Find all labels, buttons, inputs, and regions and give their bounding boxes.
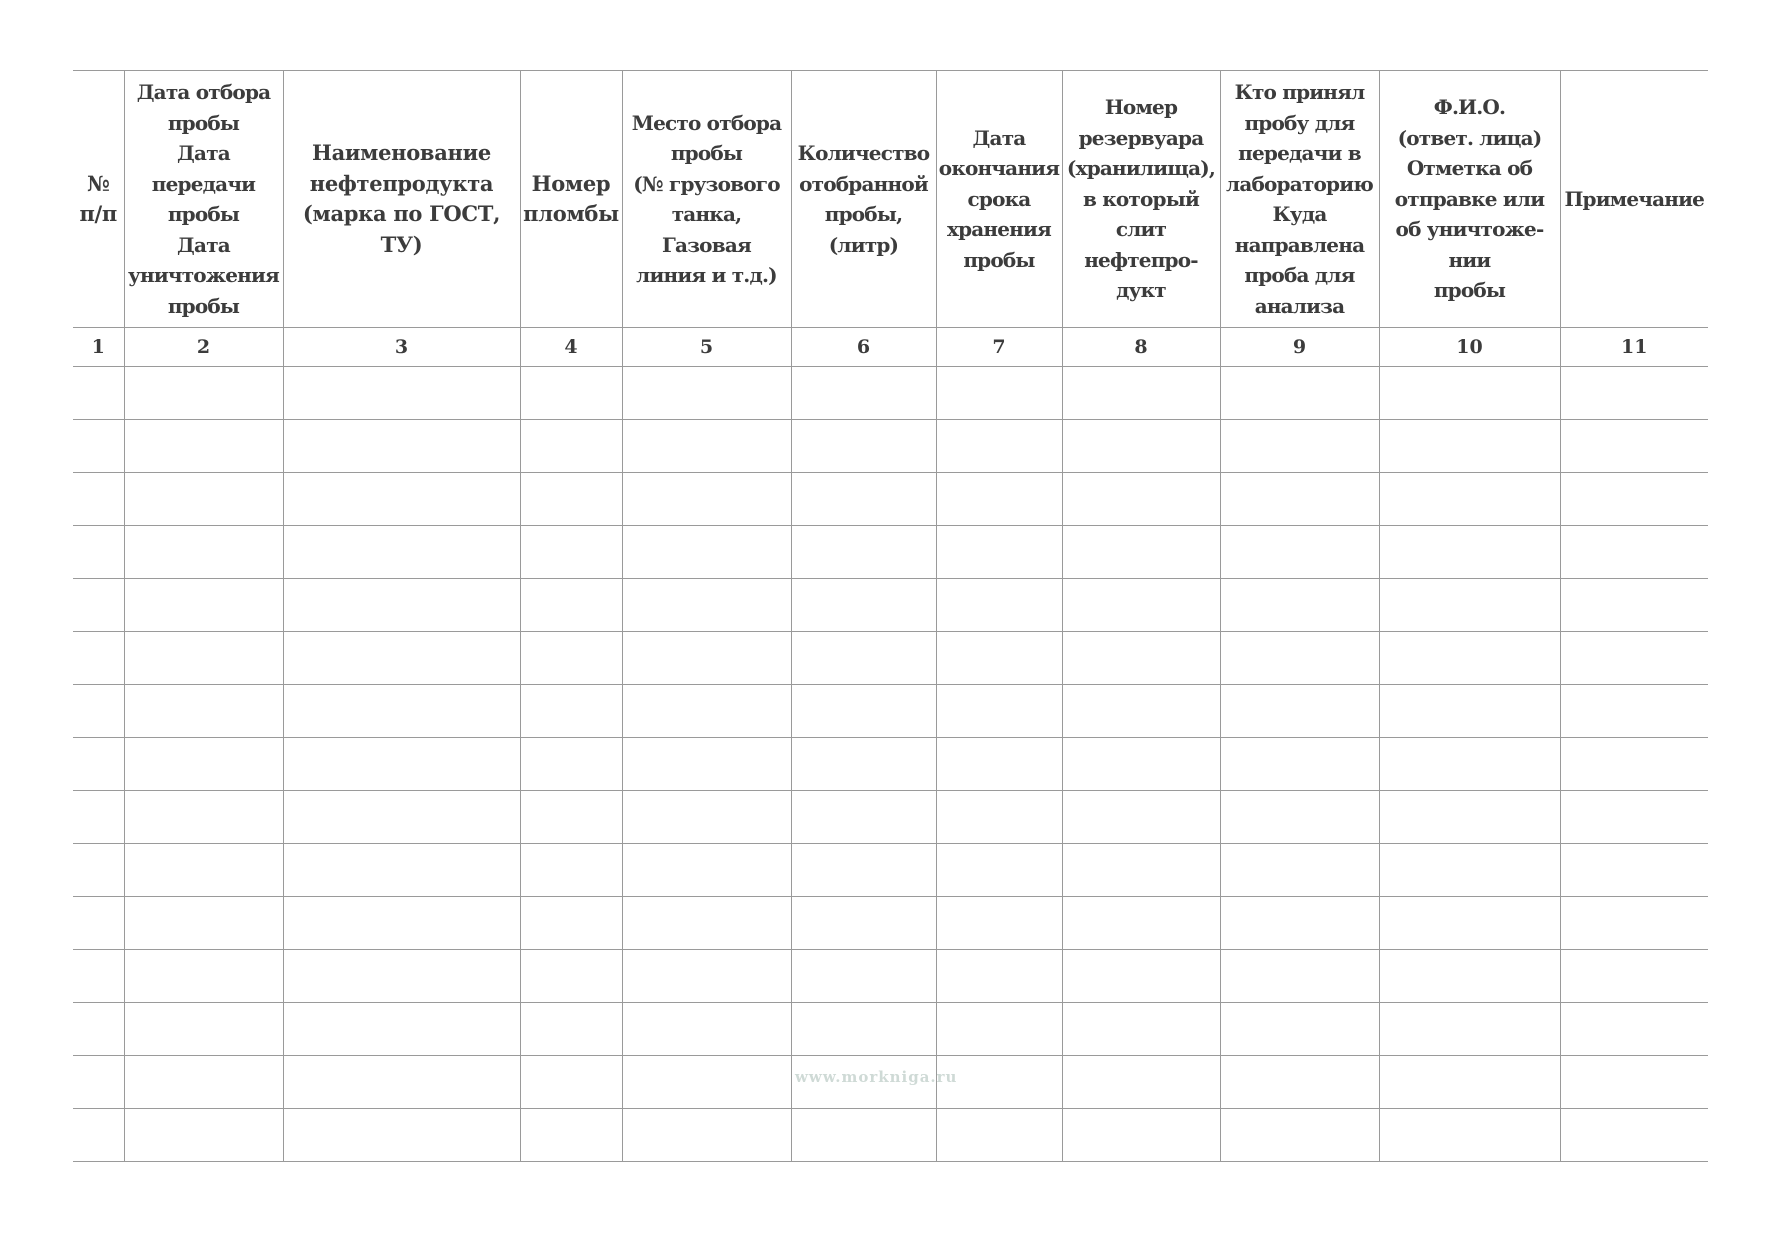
table-cell[interactable]: [791, 632, 936, 685]
table-cell[interactable]: [1379, 791, 1560, 844]
table-cell[interactable]: [622, 1109, 791, 1162]
sample-log-table: [73, 70, 1708, 1162]
header-row: [73, 71, 1708, 328]
table-cell[interactable]: [1062, 791, 1220, 844]
column-number: 8: [1062, 328, 1220, 367]
table-cell[interactable]: [1560, 791, 1708, 844]
table-cell[interactable]: [1062, 950, 1220, 1003]
table-cell[interactable]: [73, 1109, 124, 1162]
header-seal-number: Номер пломбы: [520, 71, 622, 328]
table-row: [73, 1109, 1708, 1162]
table-cell[interactable]: [124, 1109, 283, 1162]
table-cell[interactable]: [1379, 367, 1560, 420]
table-cell[interactable]: [936, 950, 1062, 1003]
table-cell[interactable]: [1220, 791, 1379, 844]
table-cell[interactable]: [73, 473, 124, 526]
table-cell[interactable]: [622, 685, 791, 738]
table-cell[interactable]: [73, 420, 124, 473]
table-cell[interactable]: [124, 1056, 283, 1109]
table-cell[interactable]: [622, 420, 791, 473]
table-cell[interactable]: [1062, 738, 1220, 791]
table-row: [73, 420, 1708, 473]
table-cell[interactable]: [1220, 738, 1379, 791]
table-cell[interactable]: [1379, 685, 1560, 738]
table-cell[interactable]: [791, 844, 936, 897]
table-cell[interactable]: [283, 738, 520, 791]
table-body: [73, 367, 1708, 1162]
table-cell[interactable]: [1062, 1109, 1220, 1162]
table-cell[interactable]: [622, 1003, 791, 1056]
column-number: 3: [283, 328, 520, 367]
table-cell[interactable]: [73, 579, 124, 632]
table-cell[interactable]: [1560, 473, 1708, 526]
table-cell[interactable]: [520, 420, 622, 473]
table-cell[interactable]: [936, 367, 1062, 420]
table-cell[interactable]: [283, 1003, 520, 1056]
column-number: 9: [1220, 328, 1379, 367]
table-cell[interactable]: [124, 685, 283, 738]
table-cell[interactable]: [1379, 844, 1560, 897]
table-cell[interactable]: [124, 420, 283, 473]
table-cell[interactable]: [283, 473, 520, 526]
column-number: 2: [124, 328, 283, 367]
table-cell[interactable]: [1220, 685, 1379, 738]
table-cell[interactable]: [73, 526, 124, 579]
table-cell[interactable]: [1220, 632, 1379, 685]
table-row: [73, 844, 1708, 897]
column-number: 6: [791, 328, 936, 367]
table-cell[interactable]: [791, 738, 936, 791]
table-cell[interactable]: [1560, 685, 1708, 738]
table-cell[interactable]: [1560, 950, 1708, 1003]
header-storage-end-date: Дата окончания срока хранения пробы: [936, 71, 1062, 328]
table-cell[interactable]: [520, 632, 622, 685]
table-cell[interactable]: [520, 1056, 622, 1109]
column-number: 10: [1379, 328, 1560, 367]
table-cell[interactable]: [73, 1003, 124, 1056]
table-cell[interactable]: [283, 844, 520, 897]
table-cell[interactable]: [1560, 1109, 1708, 1162]
table-cell[interactable]: [1379, 950, 1560, 1003]
table-cell[interactable]: [520, 1003, 622, 1056]
table-cell[interactable]: [73, 632, 124, 685]
table-cell[interactable]: [73, 1056, 124, 1109]
header-sampling-place: Место отбора пробы (№ грузового танка, Газовая линия и т.д.): [622, 71, 791, 328]
table-cell[interactable]: [936, 738, 1062, 791]
table-cell[interactable]: [936, 579, 1062, 632]
table-cell[interactable]: [73, 844, 124, 897]
table-cell[interactable]: [124, 526, 283, 579]
table-cell[interactable]: [622, 579, 791, 632]
table-cell[interactable]: [1379, 1109, 1560, 1162]
table-row: [73, 791, 1708, 844]
column-number: 5: [622, 328, 791, 367]
header-product-name: Наименование нефтепродукта (марка по ГОСТ, ТУ): [283, 71, 520, 328]
table-cell[interactable]: [622, 367, 791, 420]
table-cell[interactable]: [936, 473, 1062, 526]
table-row: [73, 632, 1708, 685]
table-cell[interactable]: [520, 844, 622, 897]
table-cell[interactable]: [124, 473, 283, 526]
table-cell[interactable]: [1560, 632, 1708, 685]
table-cell[interactable]: [520, 473, 622, 526]
table-cell[interactable]: [936, 1003, 1062, 1056]
table-cell[interactable]: [791, 950, 936, 1003]
column-number-row: [73, 328, 1708, 367]
table-cell[interactable]: [791, 685, 936, 738]
table-cell[interactable]: [1220, 473, 1379, 526]
table-cell[interactable]: [283, 632, 520, 685]
table-cell[interactable]: [124, 367, 283, 420]
table-cell[interactable]: [1560, 420, 1708, 473]
table-cell[interactable]: [1220, 579, 1379, 632]
table-cell[interactable]: [791, 473, 936, 526]
table-cell[interactable]: [1379, 632, 1560, 685]
table-cell[interactable]: [622, 738, 791, 791]
table-cell[interactable]: [1560, 1003, 1708, 1056]
header-responsible-person: Ф.И.О. (ответ. лица) Отметка об отправке или об уничтоже- нии пробы: [1379, 71, 1560, 328]
table-cell[interactable]: [1560, 897, 1708, 950]
table-cell[interactable]: [936, 420, 1062, 473]
table-cell[interactable]: [520, 897, 622, 950]
table-cell[interactable]: [283, 685, 520, 738]
table-cell[interactable]: [622, 632, 791, 685]
table-cell[interactable]: [1379, 526, 1560, 579]
table-cell[interactable]: [791, 1003, 936, 1056]
table-cell[interactable]: [936, 791, 1062, 844]
table-cell[interactable]: [1220, 897, 1379, 950]
table-cell[interactable]: [1560, 844, 1708, 897]
header-sample-quantity: Количество отобранной пробы, (литр): [791, 71, 936, 328]
table-cell[interactable]: [622, 1056, 791, 1109]
watermark: www.morkniga.ru: [795, 1068, 958, 1086]
table-cell[interactable]: [283, 367, 520, 420]
table-cell[interactable]: [791, 420, 936, 473]
table-cell[interactable]: [1062, 473, 1220, 526]
table-cell[interactable]: [283, 1109, 520, 1162]
table-cell[interactable]: [791, 897, 936, 950]
column-number: 7: [936, 328, 1062, 367]
table-cell[interactable]: [520, 791, 622, 844]
table-cell[interactable]: [283, 1056, 520, 1109]
table-cell[interactable]: [1062, 1003, 1220, 1056]
table-cell[interactable]: [1062, 897, 1220, 950]
table-cell[interactable]: [1062, 632, 1220, 685]
table-cell[interactable]: [1062, 685, 1220, 738]
table-cell[interactable]: [520, 1109, 622, 1162]
table-cell[interactable]: [1560, 367, 1708, 420]
table-cell[interactable]: [1062, 367, 1220, 420]
table-cell[interactable]: [936, 685, 1062, 738]
table-cell[interactable]: [1560, 738, 1708, 791]
table-cell[interactable]: [124, 844, 283, 897]
table-cell[interactable]: [622, 950, 791, 1003]
column-number: 4: [520, 328, 622, 367]
table-cell[interactable]: [791, 579, 936, 632]
table-cell[interactable]: [73, 897, 124, 950]
table-cell[interactable]: [1220, 420, 1379, 473]
header-received-by: Кто принял пробу для передачи в лабораторию Куда направлена проба для анализа: [1220, 71, 1379, 328]
table-cell[interactable]: [1062, 844, 1220, 897]
table-cell[interactable]: [936, 897, 1062, 950]
table-cell[interactable]: [124, 950, 283, 1003]
table-cell[interactable]: [936, 526, 1062, 579]
table-cell[interactable]: [124, 1003, 283, 1056]
header-dates: Дата отбора пробы Дата передачи пробы Дата уничтожения пробы: [124, 71, 283, 328]
table-cell[interactable]: [283, 526, 520, 579]
column-number: 11: [1560, 328, 1708, 367]
table-cell[interactable]: [124, 579, 283, 632]
column-number: 1: [73, 328, 124, 367]
table-cell[interactable]: [1379, 473, 1560, 526]
table-cell[interactable]: [1379, 420, 1560, 473]
table-cell[interactable]: [1220, 950, 1379, 1003]
header-note: Примечание: [1560, 71, 1708, 328]
table-cell[interactable]: [791, 791, 936, 844]
table-cell[interactable]: [936, 1109, 1062, 1162]
table-cell[interactable]: [283, 950, 520, 1003]
table-cell[interactable]: [1560, 1056, 1708, 1109]
table-cell[interactable]: [520, 526, 622, 579]
table-cell[interactable]: [283, 897, 520, 950]
table-row: [73, 738, 1708, 791]
table-cell[interactable]: [73, 738, 124, 791]
table-row: [73, 1003, 1708, 1056]
table-cell[interactable]: [124, 738, 283, 791]
table-cell[interactable]: [1560, 526, 1708, 579]
table-cell[interactable]: [283, 420, 520, 473]
table-cell[interactable]: [520, 950, 622, 1003]
table-row: [73, 473, 1708, 526]
header-tank-number: Номер резервуара (хранилища), в который слит нефтепро- дукт: [1062, 71, 1220, 328]
table-row: [73, 897, 1708, 950]
table-cell[interactable]: [520, 738, 622, 791]
table-cell[interactable]: [73, 950, 124, 1003]
table-row: [73, 579, 1708, 632]
table-cell[interactable]: [622, 526, 791, 579]
table-cell[interactable]: [1220, 1109, 1379, 1162]
table-cell[interactable]: [1220, 367, 1379, 420]
table-cell[interactable]: [73, 367, 124, 420]
table-cell[interactable]: [124, 632, 283, 685]
table-cell[interactable]: [791, 1109, 936, 1162]
table-cell[interactable]: [1220, 1003, 1379, 1056]
table-cell[interactable]: [1560, 579, 1708, 632]
table-cell[interactable]: [936, 632, 1062, 685]
table-cell[interactable]: [283, 791, 520, 844]
table-cell[interactable]: [1062, 420, 1220, 473]
table-cell[interactable]: [1379, 897, 1560, 950]
table-cell[interactable]: [520, 685, 622, 738]
table-cell[interactable]: [1220, 1056, 1379, 1109]
table-cell[interactable]: [124, 897, 283, 950]
table-cell[interactable]: [124, 791, 283, 844]
table-row: [73, 950, 1708, 1003]
header-number: № п/п: [73, 71, 124, 328]
table-cell[interactable]: [1379, 1056, 1560, 1109]
table-cell[interactable]: [791, 526, 936, 579]
table-cell[interactable]: [73, 791, 124, 844]
table-cell[interactable]: [1379, 579, 1560, 632]
table-cell[interactable]: [622, 791, 791, 844]
table-row: [73, 685, 1708, 738]
table-row: [73, 526, 1708, 579]
table-cell[interactable]: [791, 367, 936, 420]
table-cell[interactable]: [622, 897, 791, 950]
table-cell[interactable]: [936, 844, 1062, 897]
table-cell[interactable]: [1062, 526, 1220, 579]
table-cell[interactable]: [1062, 1056, 1220, 1109]
table-cell[interactable]: [1379, 738, 1560, 791]
table-cell[interactable]: [520, 367, 622, 420]
table-cell[interactable]: [1220, 844, 1379, 897]
table-row: [73, 367, 1708, 420]
table-cell[interactable]: [283, 579, 520, 632]
table-cell[interactable]: [1220, 526, 1379, 579]
table-cell[interactable]: [520, 579, 622, 632]
table-cell[interactable]: [622, 844, 791, 897]
table-cell[interactable]: [622, 473, 791, 526]
table-cell[interactable]: [1062, 579, 1220, 632]
table-cell[interactable]: [73, 685, 124, 738]
table-cell[interactable]: [1379, 1003, 1560, 1056]
